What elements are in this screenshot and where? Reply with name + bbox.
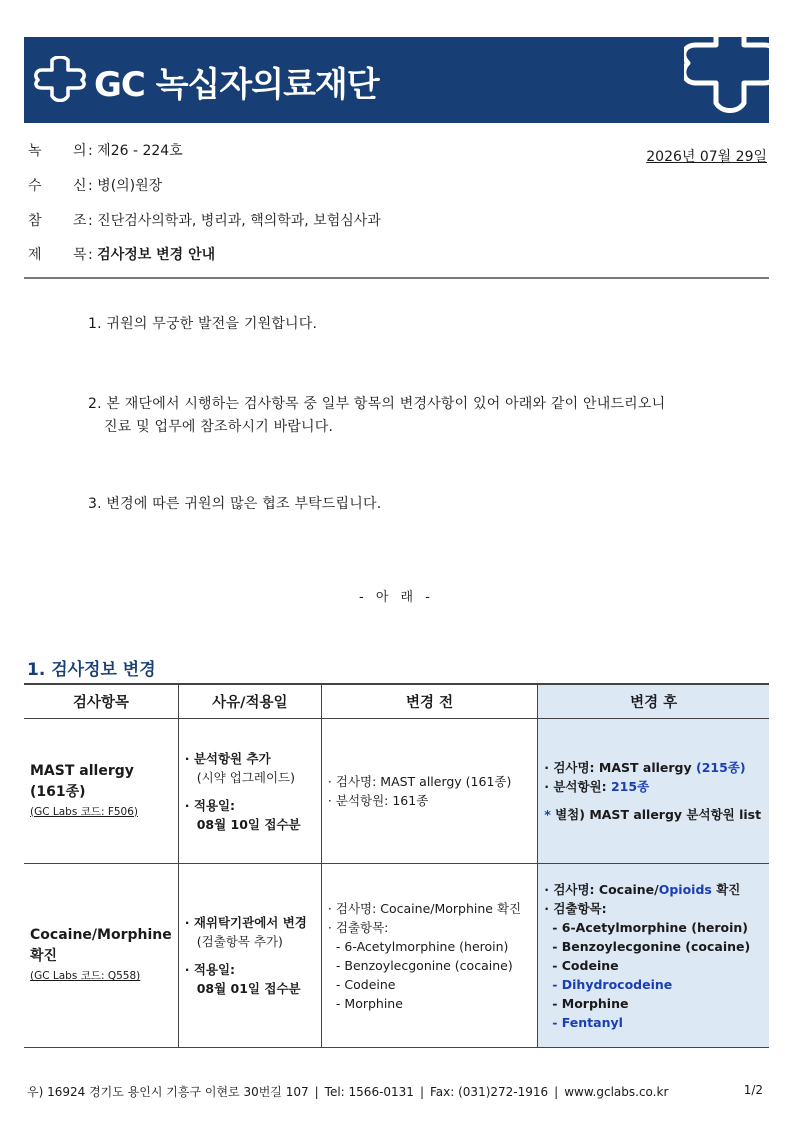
item-cell: MAST allergy (161종) (GC Labs 코드: F506) [24, 719, 178, 864]
header-item: 검사항목 [24, 684, 178, 719]
organization-title: GC 녹십자의료재단 [94, 65, 379, 105]
section-title: 1. 검사정보 변경 [27, 660, 156, 680]
change-table [24, 683, 769, 1048]
reason-cell: · 분석항원 추가 (시약 업그레이드) · 적용일: 08월 10일 접수분 [178, 719, 321, 864]
table-row [24, 864, 769, 1048]
document-date: 2026년 07월 29일 [646, 149, 767, 165]
doc-no-value: 제26 - 224호 [97, 143, 183, 159]
page-number: 1/2 [743, 1083, 763, 1097]
recipient-value: 병(의)원장 [97, 178, 163, 194]
item-code: (GC Labs 코드: F506) [30, 805, 138, 818]
reference-value: 진단검사의학과, 병리과, 핵의학과, 보험심사과 [97, 213, 381, 229]
meta-reference: 참 조: 진단검사의학과, 병리과, 핵의학과, 보험심사과 [28, 213, 381, 229]
footer-tel: Tel: 1566-0131 [324, 1085, 414, 1099]
table-header-row [24, 684, 769, 719]
header-before: 변경 전 [321, 684, 537, 719]
header-after: 변경 후 [538, 684, 769, 719]
footer: 우) 16924 경기도 용인시 기흥구 이현로 30번길 107 | Tel: 1566-0131 | Fax: (031)272-1916 | www.gclabs.co.kr [27, 1085, 669, 1099]
subject-value: 검사정보 변경 안내 [97, 247, 216, 263]
reason-cell: · 재위탁기관에서 변경 (검출항목 추가) · 적용일: 08월 01일 접수분 [178, 864, 321, 1048]
after-cell: · 검사명: Cocaine/Opioids 확진 · 검출항목: - 6-Acetylmorphine (heroin) - Benzoylecgonine (cocaine) - Codeine - Dihydrocodeine - Morphine - Fentanyl [538, 864, 769, 1048]
header-reason: 사유/적용일 [178, 684, 321, 719]
meta-recipient: 수 신: 병(의)원장 [28, 178, 163, 194]
before-cell: · 검사명: MAST allergy (161종) · 분석항원: 161종 [321, 719, 537, 864]
paragraph-2-line-1: 2. 본 재단에서 시행하는 검사항목 중 일부 항목의 변경사항이 있어 아래와 같이 안내드리오니 [88, 396, 666, 412]
below-marker: - 아 래 - [359, 590, 434, 605]
paragraph-3: 3. 변경에 따른 귀원의 많은 협조 부탁드립니다. [88, 496, 382, 512]
before-cell: · 검사명: Cocaine/Morphine 확진 · 검출항목: - 6-Acetylmorphine (heroin) - Benzoylecgonine (cocaine) - Codeine - Morphine [321, 864, 537, 1048]
footer-web[interactable]: www.gclabs.co.kr [564, 1085, 669, 1099]
meta-subject: 제 목: 검사정보 변경 안내 [28, 247, 216, 263]
paragraph-1: 1. 귀원의 무궁한 발전을 기원합니다. [88, 316, 318, 332]
header-banner [24, 37, 769, 123]
table-row [24, 719, 769, 864]
paragraph-2 [88, 393, 665, 439]
after-cell: · 검사명: MAST allergy (215종) · 분석항원: 215종 * 별첨) MAST allergy 분석항원 list [538, 719, 769, 864]
cross-logo-icon [34, 56, 86, 102]
item-cell: Cocaine/Morphine 확진 (GC Labs 코드: Q558) [24, 864, 178, 1048]
paragraph-2-line-2: 진료 및 업무에 참조하시기 바랍니다. [104, 419, 334, 435]
large-cross-icon [684, 37, 769, 123]
footer-fax: Fax: (031)272-1916 [430, 1085, 549, 1099]
divider [24, 277, 769, 279]
footer-address: 우) 16924 경기도 용인시 기흥구 이현로 30번길 107 [27, 1085, 309, 1099]
item-code: (GC Labs 코드: Q558) [30, 970, 141, 982]
meta-doc-no: 녹 의: 제26 - 224호 [28, 143, 183, 159]
